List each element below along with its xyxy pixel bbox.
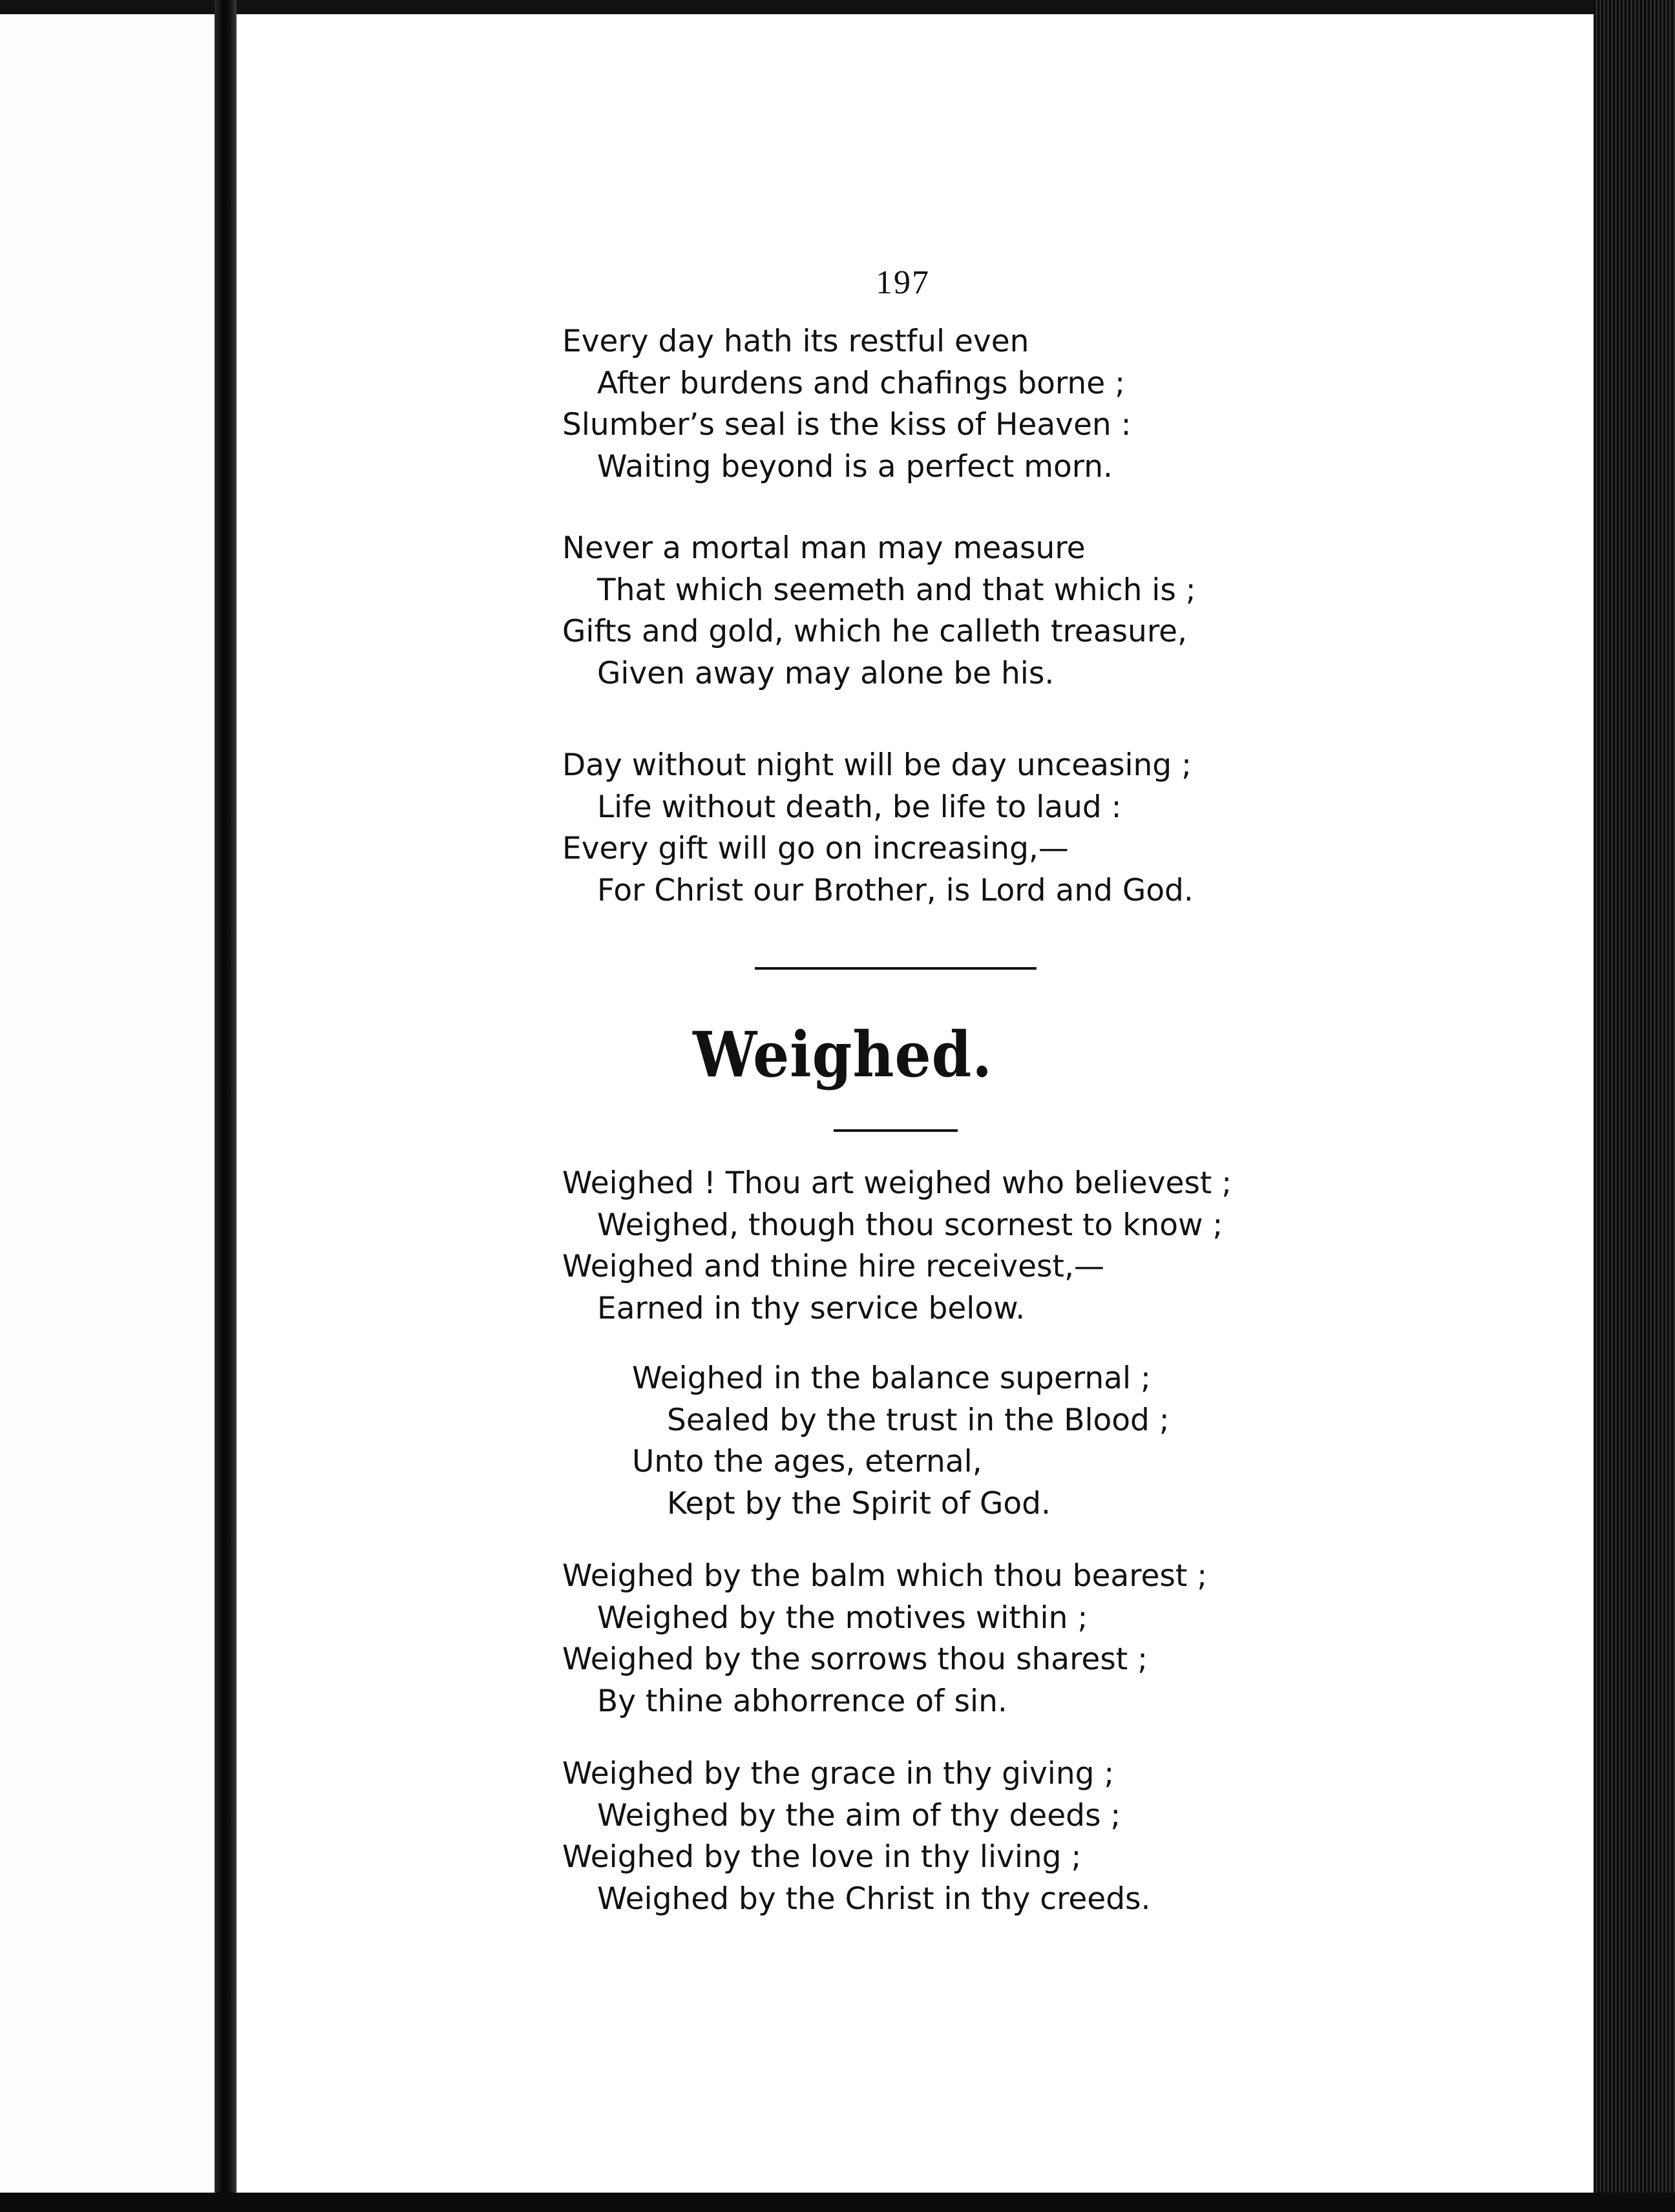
poem-line: Gifts and gold, which he calleth treasure,: [562, 614, 1187, 649]
poem-line: Day without night will be day unceasing ;: [562, 747, 1192, 783]
poem-line: Slumber’s seal is the kiss of Heaven :: [562, 407, 1132, 443]
poem-line: Weighed by the balm which thou bearest ;: [562, 1558, 1208, 1594]
poem-line: Weighed by the sorrows thou sharest ;: [562, 1642, 1148, 1677]
stanza: [562, 1556, 1232, 1722]
poem-line: Weighed by the grace in thy giving ;: [562, 1756, 1115, 1791]
facing-page-edge: [0, 14, 215, 2212]
poem-line: Weighed ! Thou art weighed who believest ;: [562, 1165, 1232, 1201]
book-gutter: [215, 0, 237, 2212]
first-poem: [562, 321, 1196, 912]
poem-line: Given away may alone be his.: [597, 655, 1055, 691]
second-poem: [562, 1163, 1232, 1920]
poem-title-text: Weighed.: [693, 1018, 993, 1091]
poem-line: Every gift will go on increasing,—: [562, 831, 1069, 866]
section-divider: [755, 967, 1037, 970]
page-block-edge: [1594, 0, 1675, 2212]
poem-title: [0, 1018, 1675, 1091]
title-underline: [834, 1129, 958, 1132]
stanza: [562, 528, 1196, 694]
poem-line: Weighed and thine hire receivest,—: [562, 1249, 1104, 1284]
poem-line: Life without death, be life to laud :: [597, 789, 1122, 825]
poem-line: Kept by the Spirit of God.: [667, 1485, 1051, 1521]
poem-line: Unto the ages, eternal,: [632, 1444, 982, 1479]
poem-line: Waiting beyond is a perfect morn.: [597, 448, 1113, 485]
poem-line: Weighed by the love in thy living ;: [562, 1839, 1082, 1875]
poem-line: Weighed in the balance supernal ;: [632, 1361, 1151, 1396]
poem-line: By thine abhorrence of sin.: [597, 1683, 1007, 1719]
poem-line: Weighed by the motives within ;: [597, 1600, 1088, 1636]
poem-line: That which seemeth and that which is ;: [597, 572, 1196, 608]
poem-line: After burdens and chafings borne ;: [597, 365, 1125, 401]
stanza: [562, 321, 1196, 488]
stanza: [562, 745, 1196, 912]
stanza: [562, 1163, 1232, 1330]
poem-line: Weighed, though thou scornest to know ;: [597, 1207, 1223, 1243]
poem-line: Earned in thy service below.: [597, 1290, 1026, 1326]
scan-bottom-border: [0, 2193, 1675, 2212]
stanza: [562, 1358, 1232, 1525]
poem-line: Weighed by the Christ in thy creeds.: [597, 1881, 1151, 1917]
page-number: 197: [876, 264, 930, 301]
poem-line: Never a mortal man may measure: [562, 530, 1086, 566]
poem-line: Sealed by the trust in the Blood ;: [667, 1402, 1170, 1438]
poem-line: Every day hath its restful even: [562, 324, 1029, 359]
poem-line: For Christ our Brother, is Lord and God.: [597, 872, 1194, 908]
scan-top-border: [0, 0, 1675, 14]
stanza: [562, 1753, 1232, 1920]
poem-line: Weighed by the aim of thy deeds ;: [597, 1797, 1121, 1833]
